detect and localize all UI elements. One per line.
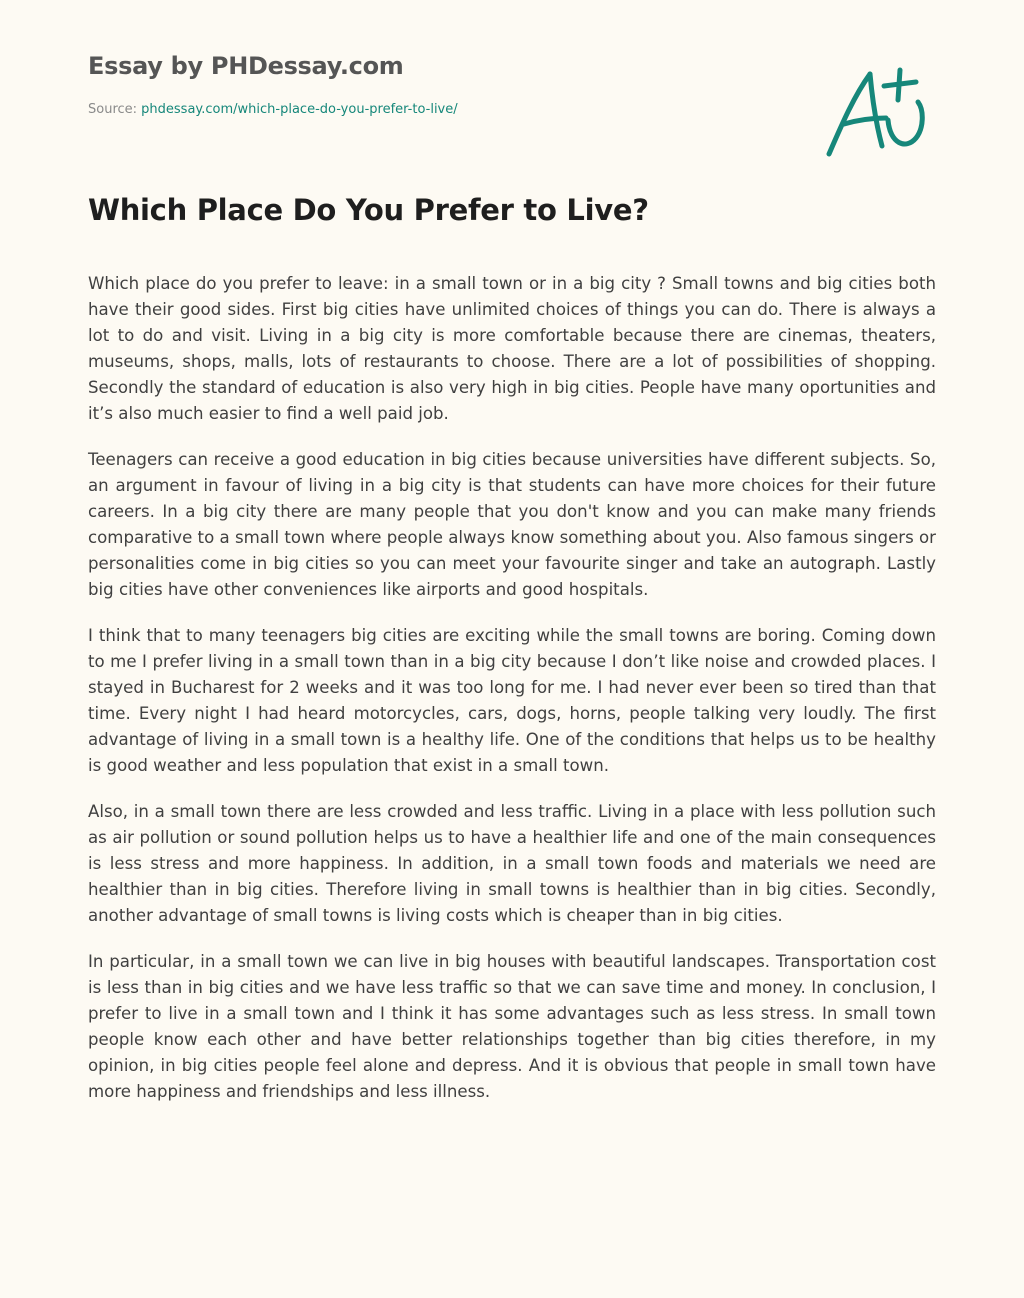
a-letter-crossbar: [844, 118, 886, 124]
source-line: [88, 101, 768, 119]
essay-paragraph: Teenagers can receive a good education in big cities because universities have different subjects. So, an argument in favour of living in a big city is that students can have more choices for their future careers. In a big city there are many people that you don't know and you can make many friends comparative to a small town where people always know something about you. Also famous singers or personalities come in big cities so you can meet your favourite singer and take an autograph. Lastly big cities have other conveniences like airports and good hospitals.: [88, 450, 936, 599]
essay-paragraph: I think that to many teenagers big cities are exciting while the small towns are boring. Coming down to me I prefer living in a small town than in a big city because I don’t like noise and crowded places. I stayed in Bucharest for 2 weeks and it was too long for me. I had never ever been so tired than that time. Every night I had heard motorcycles, cars, dogs, horns, people talking very loudly. The first advantage of living in a small town is a healthy life. One of the conditions that helps us to be healthy is good weather and less population that exist in a small town.: [88, 626, 936, 775]
essay-title: Which Place Do You Prefer to Live?: [88, 193, 649, 227]
source-link[interactable]: phdessay.com/which-place-do-you-prefer-to-live/: [141, 102, 458, 117]
brand-title: Essay by PHDessay.com: [88, 52, 404, 80]
a-letter-left-stroke: [829, 74, 870, 154]
plus-horizontal: [884, 82, 916, 86]
a-letter-right-stroke: [870, 74, 882, 146]
a-plus-grade-icon: [820, 62, 932, 162]
essay-body: [88, 271, 936, 1125]
grade-swoosh: [888, 102, 922, 144]
page-header: [88, 50, 768, 119]
essay-paragraph: In particular, in a small town we can live in big houses with beautiful landscapes. Transportation cost is less than in big cities and we have less traffic so that we can save time and money. In conclusion, I prefer to live in a small town and I think it has some advantages such as less stress. In small town people know each other and have better relationships together than big cities therefore, in my opinion, in big cities people feel alone and depress. And it is obvious that people in small town have more happiness and friendships and less illness.: [88, 952, 936, 1101]
essay-paragraph: Which place do you prefer to leave: in a small town or in a big city ? Small towns and big cities both have their good sides. First big cities have unlimited choices of things you can do. There is always a lot to do and visit. Living in a big city is more comfortable because there are cinemas, theaters, museums, shops, malls, lots of restaurants to choose. There are a lot of possibilities of shopping. Secondly the standard of education is also very high in big cities. People have many oportunities and it’s also much easier to find a well paid job.: [88, 274, 936, 423]
essay-paragraph: Also, in a small town there are less crowded and less traffic. Living in a place with less pollution such as air pollution or sound pollution helps us to have a healthier life and one of the main consequences is less stress and more happiness. In addition, in a small town foods and materials we need are healthier than in big cities. Therefore living in small towns is healthier than in big cities. Secondly, another advantage of small towns is living costs which is cheaper than in big cities.: [88, 802, 936, 925]
source-label: Source:: [88, 102, 142, 117]
